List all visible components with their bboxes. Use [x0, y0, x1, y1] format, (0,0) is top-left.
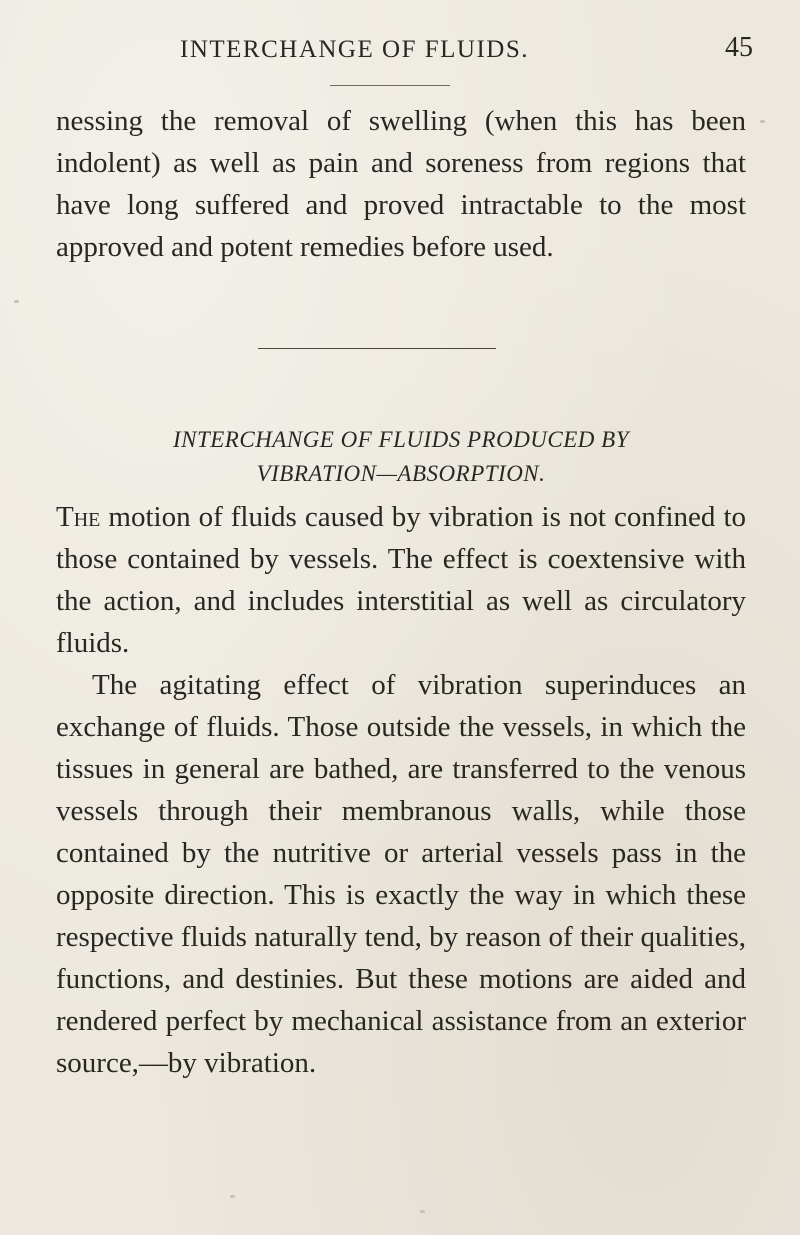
section-heading — [56, 423, 746, 491]
paper-speck — [230, 1195, 235, 1198]
intro-paragraph-block — [56, 100, 746, 268]
section-heading-line-2: VIBRATION—ABSORPTION. — [256, 461, 546, 486]
paper-speck — [420, 1210, 425, 1213]
header-rule — [330, 85, 450, 86]
paper-speck — [760, 120, 765, 123]
section-body — [56, 496, 746, 1084]
section-paragraph-2: The agitating effect of vibration superinduces an exchange of fluids. Those outside the vessels, in which the tissues in general are bathed, are transferred to the venous vessels through their membranous walls, while those contained by the nutritive or arterial vessels pass in the opposite direction. This is exactly the way in which these respective fluids naturally tend, by reason of their qualities, functions, and destinies. But these motions are aided and rendered perfect by mechanical assistance from an exterior source,—by vibration. — [56, 669, 746, 1079]
running-head — [0, 32, 800, 76]
intro-paragraph: nessing the removal of swelling (when this has been indolent) as well as pain and soreness from regions that have long suffered and proved intractable to the most approved and potent remedies before used. — [56, 105, 746, 263]
page-number: 45 — [725, 32, 753, 63]
section-divider — [258, 348, 496, 349]
drop-word: The — [56, 501, 101, 533]
running-title: INTERCHANGE OF FLUIDS. — [180, 36, 529, 63]
section-heading-line-1: INTERCHANGE OF FLUIDS PRODUCED BY — [172, 427, 630, 452]
section-paragraph-1 — [56, 496, 746, 664]
section-paragraph-1-text: motion of fluids caused by vibration is not confined to those contained by vessels. The effect is coextensive with the action, and includes interstitial as well as circulatory fluids. — [56, 501, 746, 659]
paper-speck — [14, 300, 19, 303]
